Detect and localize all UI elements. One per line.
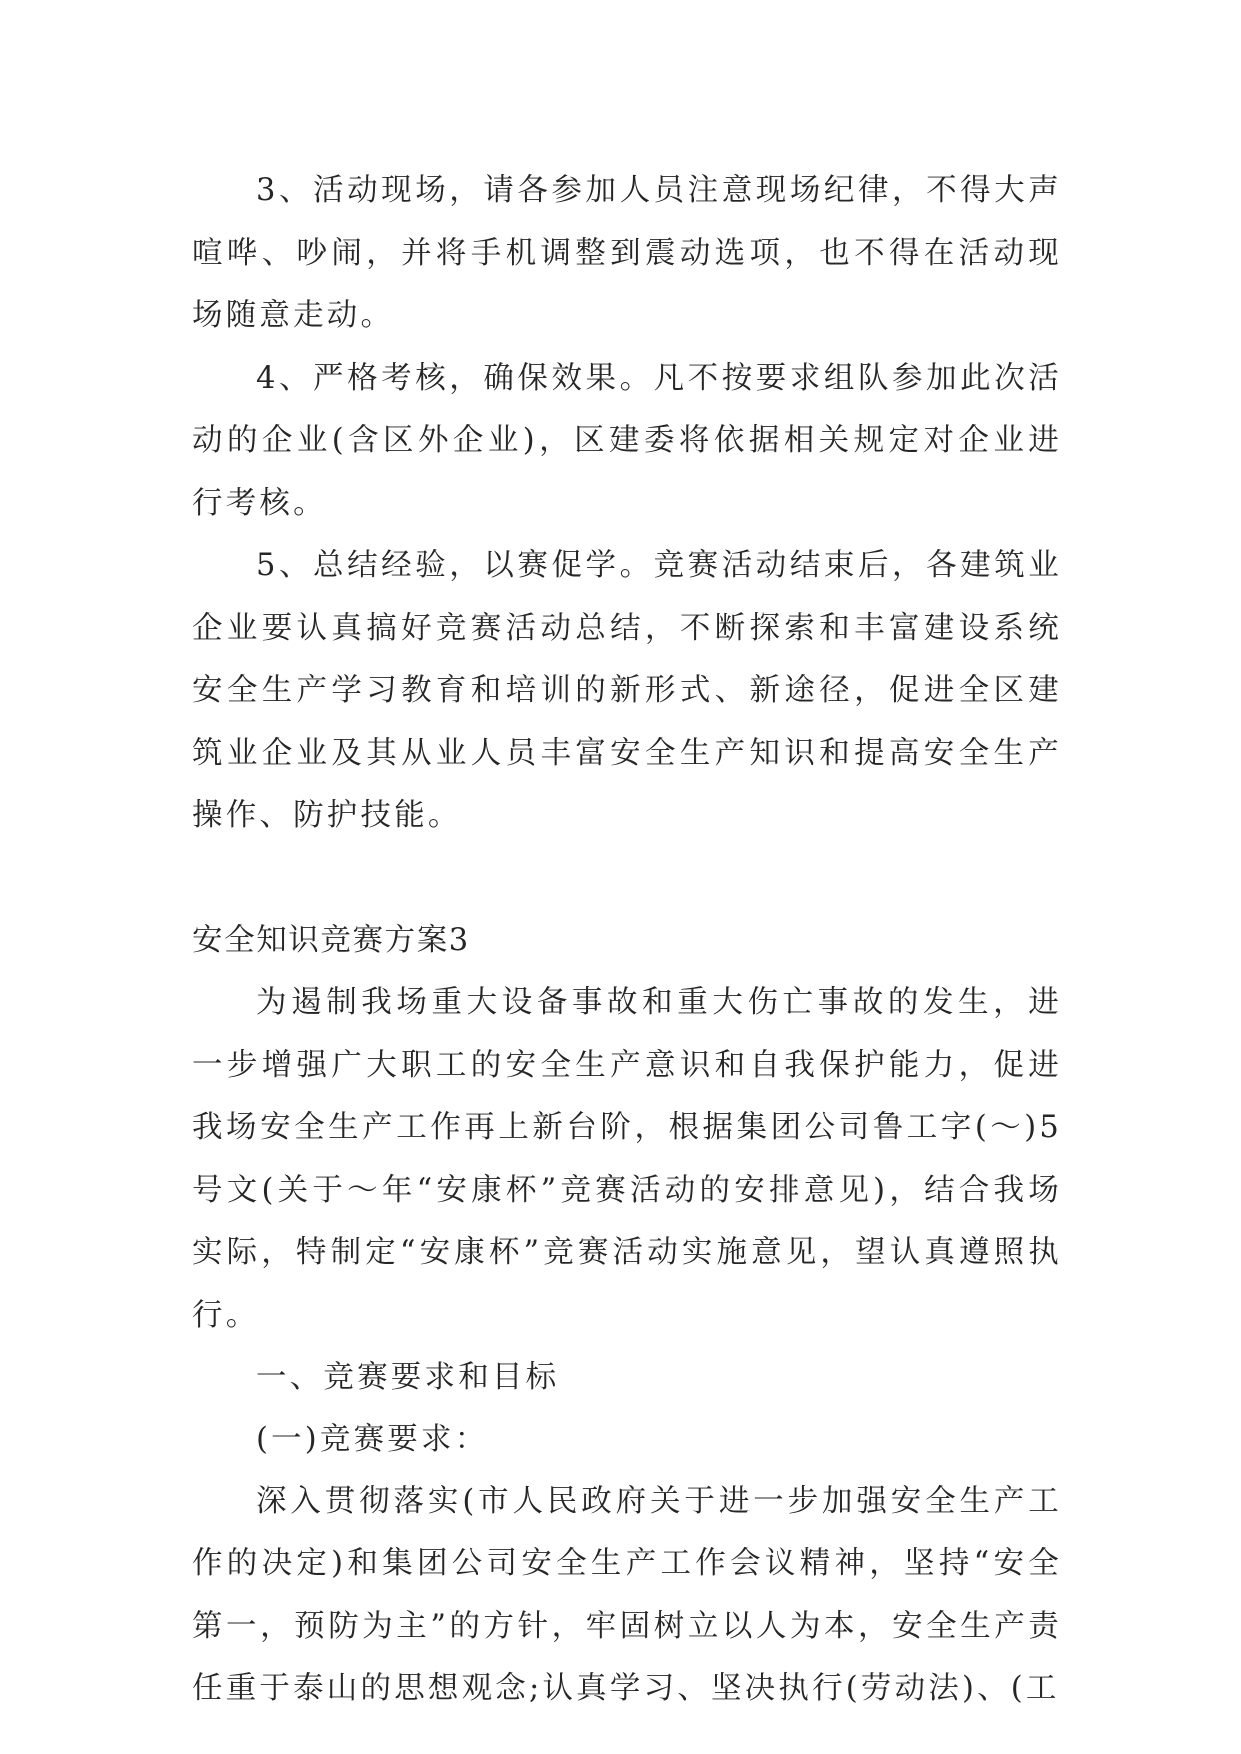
section-heading-competition-goals: 一、竞赛要求和目标	[256, 1360, 560, 1395]
requirements-paragraph: 深入贯彻落实(市人民政府关于进一步加强安全生产工作的决定)和集团公司安全生产工作会议精神，坚持“安全第一，预防为主”的方针，牢固树立以人为本，安全生产责任重于泰山的思想观念;认真学习、坚决执行(劳动法)、(工	[192, 1483, 1062, 1707]
paragraph-item-3: 3、活动现场，请各参加人员注意现场纪律，不得大声喧哗、吵闹，并将手机调整到震动选项，也不得在活动现场随意走动。	[192, 173, 1062, 333]
intro-paragraph: 为遏制我场重大设备事故和重大伤亡事故的发生，进一步增强广大职工的安全生产意识和自我保护能力，促进我场安全生产工作再上新台阶，根据集团公司鲁工字(～)5号文(关于～年“安康杯”竞赛活动的安排意见)，结合我场实际，特制定“安康杯”竞赛活动实施意见，望认真遵照执行。	[192, 985, 1062, 1333]
section-title: 安全知识竞赛方案3	[192, 922, 470, 958]
paragraph-item-5: 5、总结经验，以赛促学。竞赛活动结束后，各建筑业企业要认真搞好竞赛活动总结，不断探索和丰富建设系统安全生产学习教育和培训的新形式、新途径，促进全区建筑业企业及其从业人员丰富安全生产知识和提高安全生产操作、防护技能。	[192, 548, 1062, 833]
subheading-competition-requirements: (一)竞赛要求：	[256, 1421, 489, 1457]
paragraph-item-4: 4、严格考核，确保效果。凡不按要求组队参加此次活动的企业(含区外企业)，区建委将依据相关规定对企业进行考核。	[192, 360, 1062, 521]
document-body	[192, 160, 1062, 1721]
